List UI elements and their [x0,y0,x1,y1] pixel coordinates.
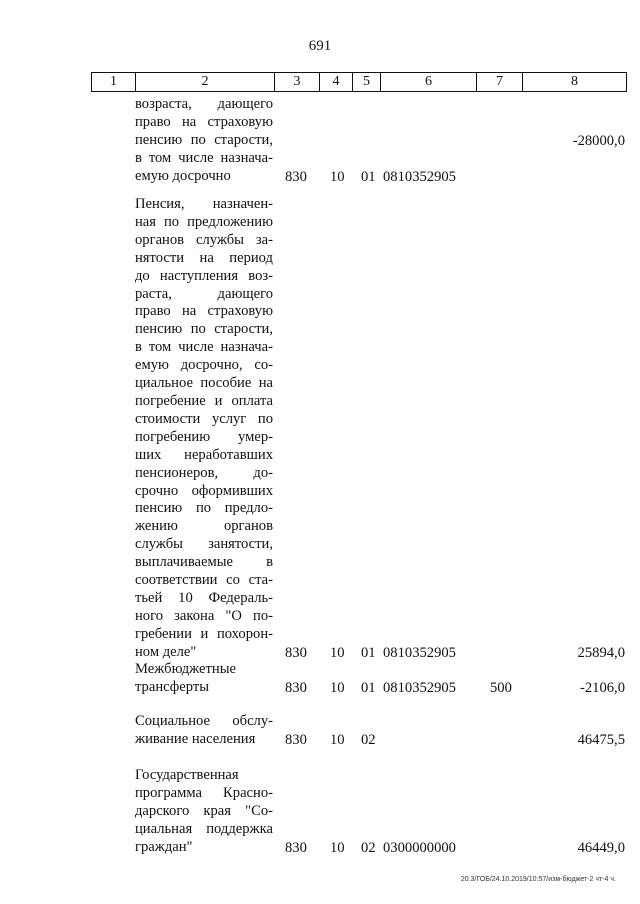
cell-col-7: 500 [490,679,512,696]
description-line: Межбюджетные [135,661,237,677]
description-line: нятости на период [135,249,273,266]
description-line: Пенсия, назначен- [135,196,273,212]
description-line: живание населения [135,730,256,747]
description-line: Государственная [135,767,239,783]
cell-col-4: 10 [330,644,345,661]
page-number: 691 [308,38,332,54]
cell-col-5: 02 [361,839,376,856]
cell-col-8: 46449,0 [577,839,625,856]
table-row [91,96,625,186]
description-line: пенсию по старости, [135,321,273,338]
table-row [91,767,625,857]
header-col-1: 1 [110,74,117,89]
description-line: гребении и похорон- [135,625,273,642]
cell-col-5: 01 [361,644,376,661]
description-line: трансферты [135,678,210,695]
description-line: циальное пособие на [135,375,273,392]
description-line: срочно оформивших [135,482,273,499]
description-line: право на страховую [135,303,273,320]
cell-col-3: 830 [285,168,307,185]
cell-col-5: 02 [361,731,376,748]
description-line: в том числе назнача- [135,149,273,166]
description-line: до наступления воз- [135,267,273,284]
description-line: погребению умер- [135,428,273,445]
header-col-3: 3 [274,73,319,91]
description-line: Социальное обслу- [135,713,273,729]
row-description [135,661,273,697]
description-line: возраста, дающего [135,96,273,112]
description-line: пенсию по старости, [135,131,273,148]
description-line: органов службы за- [135,231,273,248]
table-row [91,661,625,697]
cell-col-8: -28000,0 [572,132,625,149]
description-line: циальная поддержка [135,820,273,837]
document-footer: 20.3/ГОБ/24.10.2019/10:57/изм-бюджет-2 чт-4 ч. [460,876,616,883]
description-line: стоимости услуг по [135,410,273,427]
description-line: ная по предложению [135,213,273,230]
description-line: пенсию по предло- [135,500,273,517]
description-line: граждан" [135,838,193,855]
table-row [91,713,625,749]
cell-col-3: 830 [285,731,307,748]
description-line: емую досрочно, со- [135,357,273,374]
description-line: раста, дающего [135,285,273,302]
description-line: в том числе назнача- [135,339,273,356]
row-description [135,196,273,662]
row-description [135,713,273,749]
table-row [91,196,625,661]
cell-col-8: 25894,0 [577,644,625,661]
row-description [135,96,273,186]
cell-col-6: 0300000000 [383,839,456,856]
description-line: погребение и оплата [135,392,273,409]
cell-col-8: -2106,0 [580,679,625,696]
cell-col-3: 830 [285,644,307,661]
header-col-8: 8 [522,73,626,91]
description-line: дарского края "Со- [135,802,273,819]
description-line: жению органов [135,518,273,535]
description-line: тьей 10 Федераль- [135,589,273,606]
cell-col-4: 10 [330,168,345,185]
table-header-row [91,72,627,92]
cell-col-6: 0810352905 [383,679,456,696]
cell-col-5: 01 [361,679,376,696]
row-description [135,767,273,857]
description-line: ших неработавших [135,446,273,463]
description-line: соответствии со ста- [135,572,273,589]
header-col-4: 4 [319,73,352,91]
cell-col-4: 10 [330,731,345,748]
cell-col-6: 0810352905 [383,644,456,661]
description-line: ном деле" [135,643,197,660]
header-col-5: 5 [352,73,380,91]
cell-col-8: 46475,5 [577,731,625,748]
header-col-2: 2 [135,73,274,91]
cell-col-6: 0810352905 [383,168,456,185]
description-line: программа Красно- [135,784,273,801]
cell-col-5: 01 [361,168,376,185]
description-line: право на страховую [135,113,273,130]
description-line: емую досрочно [135,167,231,184]
cell-col-4: 10 [330,679,345,696]
description-line: ного закона "О по- [135,607,273,624]
description-line: пенсионеров, до- [135,464,273,481]
description-line: службы занятости, [135,536,273,553]
header-col-6: 6 [380,73,476,91]
cell-col-4: 10 [330,839,345,856]
description-line: выплачиваемые в [135,554,273,571]
cell-col-3: 830 [285,839,307,856]
cell-col-3: 830 [285,679,307,696]
header-col-7: 7 [476,73,522,91]
